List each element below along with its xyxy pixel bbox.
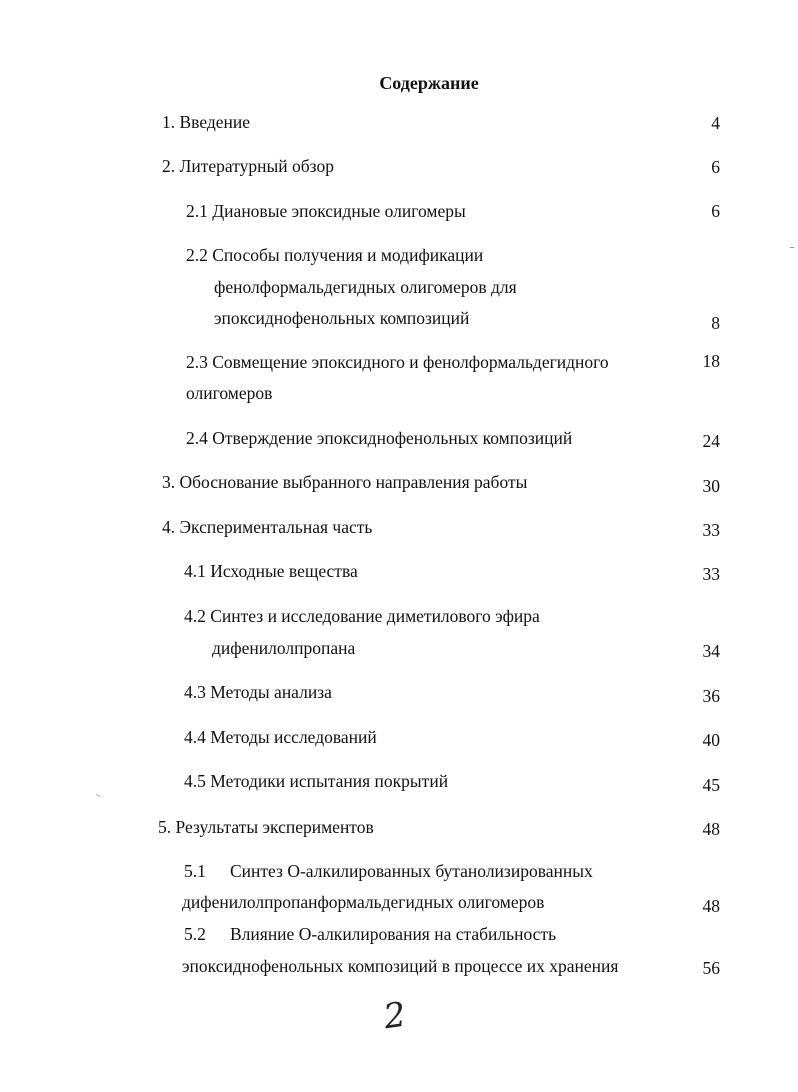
toc-entry-5-1-number: 5.1 [184,861,206,881]
toc-entry-2-2-line1: 2.2 Способы получения и модификации [186,245,484,265]
toc-page-number: 48 [702,896,720,916]
toc-entry-introduction: 1. Введение [162,112,251,132]
toc-entry-5-2-number: 5.2 [184,924,206,944]
scan-speck [96,794,100,797]
toc-entry-4-1: 4.1 Исходные вещества [184,561,358,581]
toc-page-number: 30 [702,476,720,496]
toc-entry-5-1-line1: Синтез О-алкилированных бутанолизированных [230,861,593,881]
toc-entry-2-3-line2: олигомеров [186,383,273,403]
toc-page-number: 6 [711,201,720,221]
page-title: Содержание [379,73,479,93]
handwritten-page-number: 2 [381,994,409,1038]
toc-page-number: 24 [702,431,720,451]
toc-page-number: 33 [702,564,720,584]
toc-entry-literature-review: 2. Литературный обзор [162,156,334,176]
toc-page-number: 8 [711,313,720,333]
toc-entry-4-3: 4.3 Методы анализа [184,682,332,702]
toc-entry-4-2-line2: дифенилолпропана [212,638,356,658]
toc-page-number: 18 [702,351,720,371]
toc-page-number: 45 [702,775,720,795]
toc-page-number: 56 [702,958,720,978]
toc-entry-2-4: 2.4 Отверждение эпоксиднофенольных композиций [186,428,573,448]
toc-page-number: 6 [711,157,720,177]
toc-entry-4-5: 4.5 Методики испытания покрытий [184,771,449,791]
toc-entry-4: 4. Экспериментальная часть [162,517,373,537]
toc-page-number: 40 [702,730,720,750]
toc-page-number: 33 [702,520,720,540]
toc-entry-2-1: 2.1 Диановые эпоксидные олигомеры [186,201,466,221]
scan-speck [790,247,794,248]
toc-page-number: 34 [702,641,720,661]
toc-entry-2-2-line2: фенолформальдегидных олигомеров для [214,277,517,297]
toc-entry-2-2-line3: эпоксиднофенольных композиций [214,308,470,328]
toc-page-number: 4 [711,113,720,133]
toc-entry-5-2-line1: Влияние О-алкилирования на стабильность [230,924,557,944]
toc-page-number: 48 [702,819,720,839]
toc-entry-5: 5. Результаты экспериментов [158,817,374,837]
toc-entry-3: 3. Обоснование выбранного направления работы [162,472,528,492]
toc-entry-5-2-line2: эпоксиднофенольных композиций в процессе их хранения [182,956,619,976]
toc-entry-5-1-line2: дифенилолпропанформальдегидных олигомеров [182,892,545,912]
toc-entry-4-2-line1: 4.2 Синтез и исследование диметилового эфира [184,606,540,626]
toc-entry-2-3-line1: 2.3 Совмещение эпоксидного и фенолформальдегидного [186,352,609,372]
toc-entry-4-4: 4.4 Методы исследований [184,727,377,747]
toc-page-number: 36 [702,686,720,706]
